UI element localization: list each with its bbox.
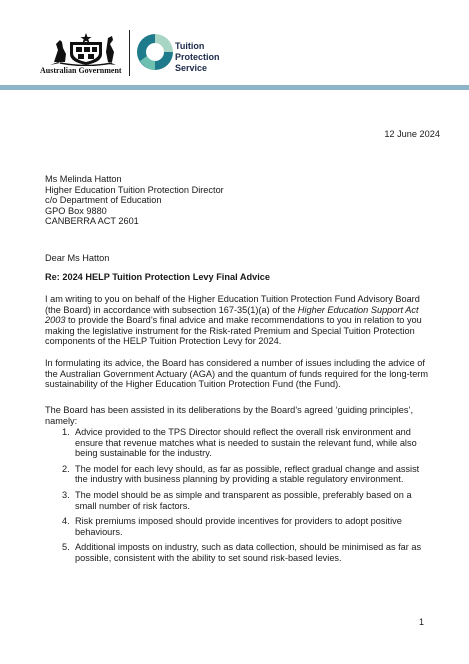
salutation: Dear Ms Hatton — [45, 253, 110, 263]
tps-logo-icon — [136, 31, 174, 73]
page-number: 1 — [419, 617, 425, 627]
list-item — [62, 464, 427, 485]
letter-date: 12 June 2024 — [384, 129, 440, 139]
letterhead — [0, 0, 469, 92]
list-number: 2. — [62, 463, 70, 474]
list-text: Advice provided to the TPS Director should reflect the overall risk environment and ensure that revenue matches what is needed to sustain the relevant fund, while also being sustainable for the industry. — [75, 427, 417, 459]
act-title: Higher Education Support Act 2003 — [45, 304, 419, 326]
government-name: Australian Government — [40, 66, 122, 75]
list-number: 4. — [62, 516, 70, 527]
intro-text-a: I am writing to you on behalf of the Higher Education Tuition Protection Fund Advisory Board (the Board) in accordance with subsection 167-35(1)(a) of the — [45, 294, 420, 315]
list-item — [62, 490, 427, 511]
address-line: Ms Melinda Hatton — [45, 174, 122, 184]
intro-paragraph — [45, 294, 435, 347]
tps-word: Tuition — [175, 41, 205, 51]
list-number: 1. — [62, 427, 70, 437]
advice-paragraph: In formulating its advice, the Board has considered a number of issues including the advice of the Australian Government Actuary (AGA) and the quantum of funds required for the long-term sustainability of the Higher Education Tuition Protection Fund (the Fund). — [45, 358, 429, 390]
subject-line: Re: 2024 HELP Tuition Protection Levy Final Advice — [45, 272, 270, 282]
address-line: Higher Education Tuition Protection Director — [45, 184, 224, 195]
coat-of-arms-icon — [46, 32, 126, 66]
address-line: c/o Department of Education — [45, 195, 162, 206]
list-text: Risk premiums imposed should provide incentives for providers to adopt positive behaviours. — [75, 516, 402, 537]
header-divider — [129, 30, 130, 76]
guiding-principles-list — [62, 427, 427, 569]
intro-text-b: to provide the Board’s final advice and make recommendations to you in relation to you making the legislative instrument for the Risk-rated Premium and Special Tuition Protection components of the HELP Tuition Protection Levy for 2024. — [45, 315, 422, 347]
tps-wordmark — [175, 41, 220, 74]
tps-word: Protection — [175, 52, 220, 62]
tps-word: Service — [175, 63, 208, 73]
header-band — [0, 85, 469, 90]
recipient-address — [45, 174, 224, 227]
principles-intro: The Board has been assisted in its deliberations by the Board’s agreed ‘guiding principles’, namely: — [45, 405, 414, 426]
list-text: The model should be as simple and transparent as possible, preferably based on a small number of risk factors. — [75, 489, 412, 511]
list-number: 3. — [62, 489, 70, 500]
list-item — [62, 542, 427, 563]
list-number: 5. — [62, 542, 70, 553]
list-item — [62, 516, 427, 537]
address-line: GPO Box 9880 — [45, 205, 107, 216]
list-item — [62, 427, 427, 459]
address-line: CANBERRA ACT 2601 — [45, 216, 139, 227]
list-text: Additional imposts on industry, such as data collection, should be minimised as far as possible, consistent with the ability to set sound risk-based levies. — [75, 542, 422, 563]
list-text: The model for each levy should, as far as possible, reflect gradual change and assist the industry with business planning by providing a stable regulatory environment. — [75, 463, 420, 485]
